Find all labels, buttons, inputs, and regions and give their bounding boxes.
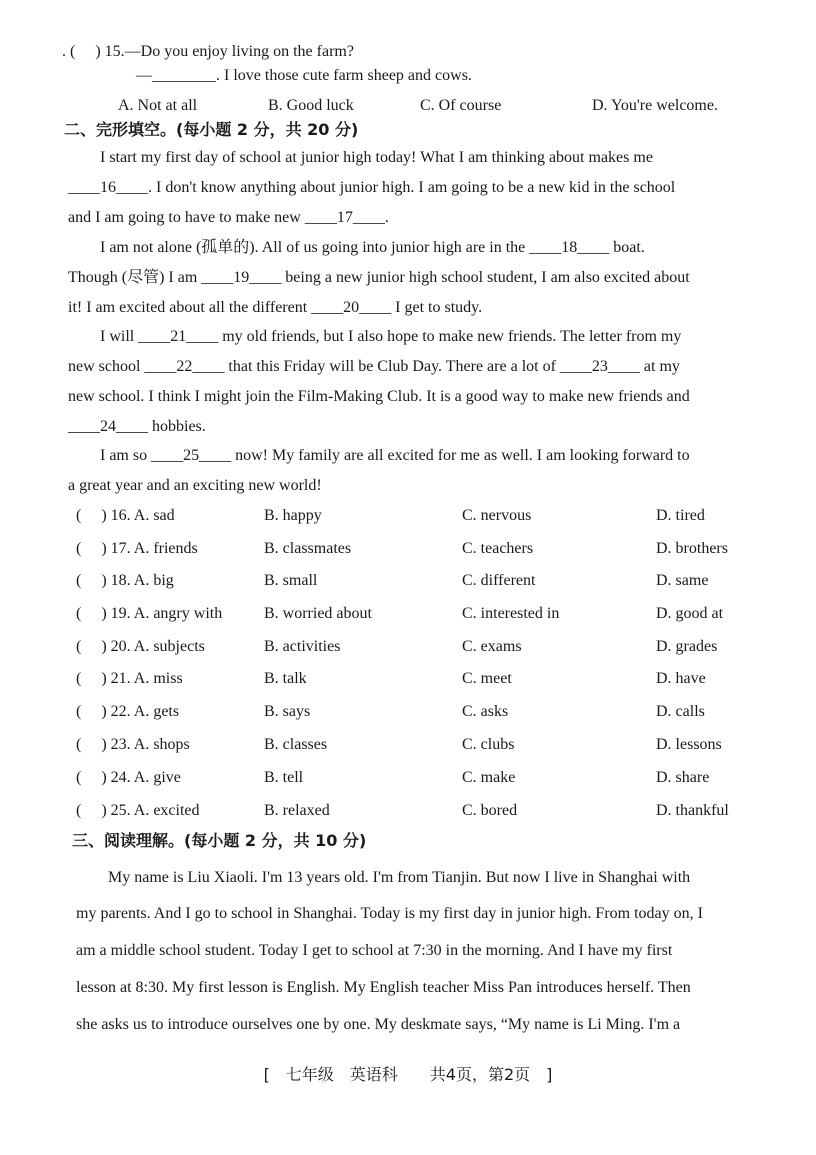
option-d: D. have bbox=[656, 670, 706, 687]
option-c: C. meet bbox=[462, 670, 512, 687]
question-number-and-option-a: ( ) 23. A. shops bbox=[76, 736, 190, 753]
passage-line: am a middle school student. Today I get to school at 7:30 in the morning. And I have my first bbox=[76, 942, 673, 959]
question-number-and-option-a: ( ) 22. A. gets bbox=[76, 703, 180, 720]
passage-line: lesson at 8:30. My first lesson is English. My English teacher Miss Pan introduces herself. Then bbox=[76, 979, 691, 996]
passage-line: a great year and an exciting new world! bbox=[68, 477, 322, 494]
option-c: C. teachers bbox=[462, 540, 534, 557]
option-b: B. tell bbox=[264, 769, 304, 786]
passage-line: new school ____22____ that this Friday will be Club Day. There are a lot of ____23____ at my bbox=[68, 358, 680, 375]
passage-line: and I am going to have to make new ____17____. bbox=[68, 209, 389, 226]
section-3-heading: 三、阅读理解。(每小题 2 分，共 10 分) bbox=[72, 831, 367, 850]
question-number-and-option-a: ( ) 21. A. miss bbox=[76, 670, 183, 687]
passage-line: I am so ____25____ now! My family are all excited for me as well. I am looking forward to bbox=[100, 447, 690, 464]
option-c: C. Of course bbox=[420, 97, 502, 114]
option-c: C. clubs bbox=[462, 736, 515, 753]
passage-line: ____24____ hobbies. bbox=[68, 418, 206, 435]
question-number-and-option-a: ( ) 24. A. give bbox=[76, 769, 181, 786]
option-d: D. calls bbox=[656, 703, 705, 720]
question-row bbox=[0, 735, 816, 757]
option-b: B. activities bbox=[264, 638, 341, 655]
question-row bbox=[0, 637, 816, 659]
option-d: D. thankful bbox=[656, 802, 729, 819]
question-number-and-option-a: ( ) 17. A. friends bbox=[76, 540, 198, 557]
question-15-stem: . ( ) 15.—Do you enjoy living on the farm? bbox=[62, 43, 354, 60]
option-c: C. make bbox=[462, 769, 516, 786]
question-number-and-option-a: ( ) 25. A. excited bbox=[76, 802, 200, 819]
option-d: D. grades bbox=[656, 638, 718, 655]
option-d: D. You're welcome. bbox=[592, 97, 718, 114]
passage-line: new school. I think I might join the Film-Making Club. It is a good way to make new friends and bbox=[68, 388, 690, 405]
passage-line: it! I am excited about all the different ____20____ I get to study. bbox=[68, 299, 483, 316]
question-row bbox=[0, 669, 816, 691]
passage-line: My name is Liu Xiaoli. I'm 13 years old. I'm from Tianjin. But now I live in Shanghai with bbox=[108, 869, 691, 886]
passage-line: I start my first day of school at junior high today! What I am thinking about makes me bbox=[100, 149, 653, 166]
option-b: B. classes bbox=[264, 736, 328, 753]
passage-line: I am not alone (孤单的). All of us going into junior high are in the ____18____ boat. bbox=[100, 239, 645, 256]
option-d: D. same bbox=[656, 572, 709, 589]
passage-line: I will ____21____ my old friends, but I also hope to make new friends. The letter from my bbox=[100, 328, 682, 345]
question-row bbox=[0, 702, 816, 724]
option-d: D. lessons bbox=[656, 736, 722, 753]
passage-line: ____16____. I don't know anything about junior high. I am going to be a new kid in the school bbox=[68, 179, 676, 196]
option-c: C. different bbox=[462, 572, 536, 589]
question-row bbox=[0, 768, 816, 790]
passage-line: she asks us to introduce ourselves one by one. My deskmate says, “My name is Li Ming. I'm a bbox=[76, 1016, 681, 1033]
question-number-and-option-a: ( ) 18. A. big bbox=[76, 572, 174, 589]
question-number-and-option-a: ( ) 20. A. subjects bbox=[76, 638, 205, 655]
question-row bbox=[0, 801, 816, 823]
question-number-and-option-a: ( ) 16. A. sad bbox=[76, 507, 175, 524]
question-15-reply: —________. I love those cute farm sheep and cows. bbox=[136, 67, 472, 84]
question-row bbox=[0, 539, 816, 561]
page-footer: [ 七年级 英语科 共4页，第2页 ] bbox=[263, 1065, 553, 1084]
option-c: C. interested in bbox=[462, 605, 560, 622]
option-b: B. small bbox=[264, 572, 318, 589]
question-number-and-option-a: ( ) 19. A. angry with bbox=[76, 605, 223, 622]
option-b: B. talk bbox=[264, 670, 307, 687]
option-d: D. brothers bbox=[656, 540, 728, 557]
option-c: C. asks bbox=[462, 703, 509, 720]
passage-line: my parents. And I go to school in Shanghai. Today is my first day in junior high. From today on, I bbox=[76, 905, 703, 922]
option-d: D. share bbox=[656, 769, 710, 786]
option-b: B. says bbox=[264, 703, 311, 720]
question-row bbox=[0, 604, 816, 626]
option-a: A. Not at all bbox=[118, 97, 198, 114]
option-b: B. classmates bbox=[264, 540, 352, 557]
section-2-heading: 二、完形填空。(每小题 2 分，共 20 分) bbox=[64, 120, 359, 139]
option-d: D. good at bbox=[656, 605, 724, 622]
option-b: B. relaxed bbox=[264, 802, 330, 819]
option-b: B. Good luck bbox=[268, 97, 354, 114]
option-c: C. nervous bbox=[462, 507, 532, 524]
option-d: D. tired bbox=[656, 507, 705, 524]
question-row bbox=[0, 506, 816, 528]
option-b: B. worried about bbox=[264, 605, 372, 622]
option-c: C. exams bbox=[462, 638, 522, 655]
passage-line: Though (尽管) I am ____19____ being a new junior high school student, I am also excited about bbox=[68, 269, 690, 286]
question-row bbox=[0, 571, 816, 593]
option-c: C. bored bbox=[462, 802, 518, 819]
option-b: B. happy bbox=[264, 507, 322, 524]
